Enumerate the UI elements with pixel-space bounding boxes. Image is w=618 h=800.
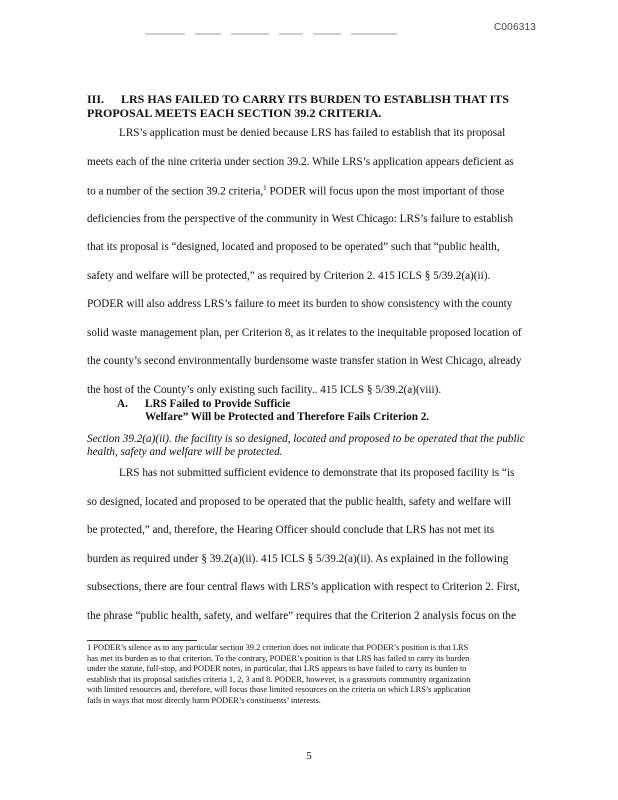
- subsection-heading: [117, 398, 429, 424]
- intro-line: solid waste management plan, per Criterion 8, as it relates to the inequitable proposed location of: [87, 326, 522, 339]
- faint-header-marks: [145, 30, 435, 38]
- section-title-line-2: PROPOSAL MEETS EACH SECTION 39.2 CRITERIA.: [87, 106, 382, 120]
- intro-line: meets each of the nine criteria under section 39.2. While LRS’s application appears deficient as: [87, 155, 514, 168]
- body-line: be protected,” and, therefore, the Hearing Officer should conclude that LRS has not met its: [87, 524, 495, 536]
- footnote-line: fails in ways that most directly harm PODER’s constituents’ interests.: [87, 695, 321, 705]
- section-title-line-1: LRS HAS FAILED TO CARRY ITS BURDEN TO ESTABLISH THAT ITS: [121, 92, 509, 106]
- intro-line: that its proposal is “designed, located and proposed to be operated” such that “public health,: [87, 241, 500, 253]
- subsection-title-line-2: Welfare” Will be Protected and Therefore Fails Criterion 2.: [145, 411, 430, 423]
- footnote-marker: 1: [263, 184, 267, 192]
- footnote: [87, 643, 531, 707]
- footnote-line: has met its burden as to that criterion. To the contrary, PODER’s position is that LRS has failed to carry its burden: [87, 653, 470, 663]
- intro-line: PODER will also address LRS’s failure to meet its burden to show consistency with the county: [87, 298, 513, 310]
- section-heading: [87, 92, 527, 120]
- section-number: III.: [87, 92, 105, 106]
- intro-line: LRS’s application must be denied because LRS has failed to establish that its proposal: [119, 127, 506, 139]
- body-line: burden as required under § 39.2(a)(ii). 415 ICLS § 5/39.2(a)(ii). As explained in the following: [87, 552, 509, 565]
- intro-line: safety and welfare will be protected,” as required by Criterion 2. 415 ICLS § 5/39.2(a)(ii).: [87, 269, 491, 282]
- page-number: 5: [306, 750, 312, 762]
- body-line: subsections, there are four central flaws with LRS’s application with respect to Criterion 2. First,: [87, 581, 520, 593]
- footnote-line: 1 PODER’s silence as to any particular section 39.2 criterion does not indicate that PODER’s position is that LRS: [87, 643, 469, 652]
- body-line: so designed, located and proposed to be operated that the public health, safety and welfare will: [87, 495, 512, 508]
- intro-line-with-footnote: to a number of the section 39.2 criteria,$^1$ PODER will focus upon the most important of those: [87, 184, 505, 198]
- intro-line: deficiencies from the perspective of the community in West Chicago: LRS’s failure to establish: [87, 212, 514, 225]
- subsection-title-line-1: LRS Failed to Provide Sufficie: [145, 398, 291, 410]
- intro-paragraph: [87, 127, 531, 412]
- subsection-label: A.: [117, 398, 128, 410]
- statute-quote: Section 39.2(a)(ii). the facility is so designed, located and proposed to be operated that the public health, safety and welfare will be protected.: [87, 433, 525, 458]
- footnote-divider: [87, 640, 197, 641]
- footnote-line: under the statute, full-stop, and PODER notes, in particular, that LRS appears to have failed to carry its burden to: [87, 664, 467, 674]
- body-line: the phrase “public health, safety, and welfare” requires that the Criterion 2 analysis focus on the: [87, 609, 516, 622]
- intro-line: the host of the County’s only existing such facility.. 415 ICLS § 5/39.2(a)(viii).: [87, 383, 442, 396]
- intro-line: the county’s second environmentally burdensome waste transfer station in West Chicago, already: [87, 355, 522, 367]
- bates-number: C006313: [494, 22, 536, 33]
- footnote-line: establish that its proposal satisfies criteria 1, 2, 3 and 8. PODER, however, is a grassroots community organization: [87, 674, 471, 684]
- body-paragraph: [87, 467, 531, 638]
- footnote-line: with limited resources and, therefore, will focus those limited resources on the criteria on which LRS’s application: [87, 685, 471, 695]
- body-line: LRS has not submitted sufficient evidence to demonstrate that its proposed facility is “is: [119, 467, 515, 479]
